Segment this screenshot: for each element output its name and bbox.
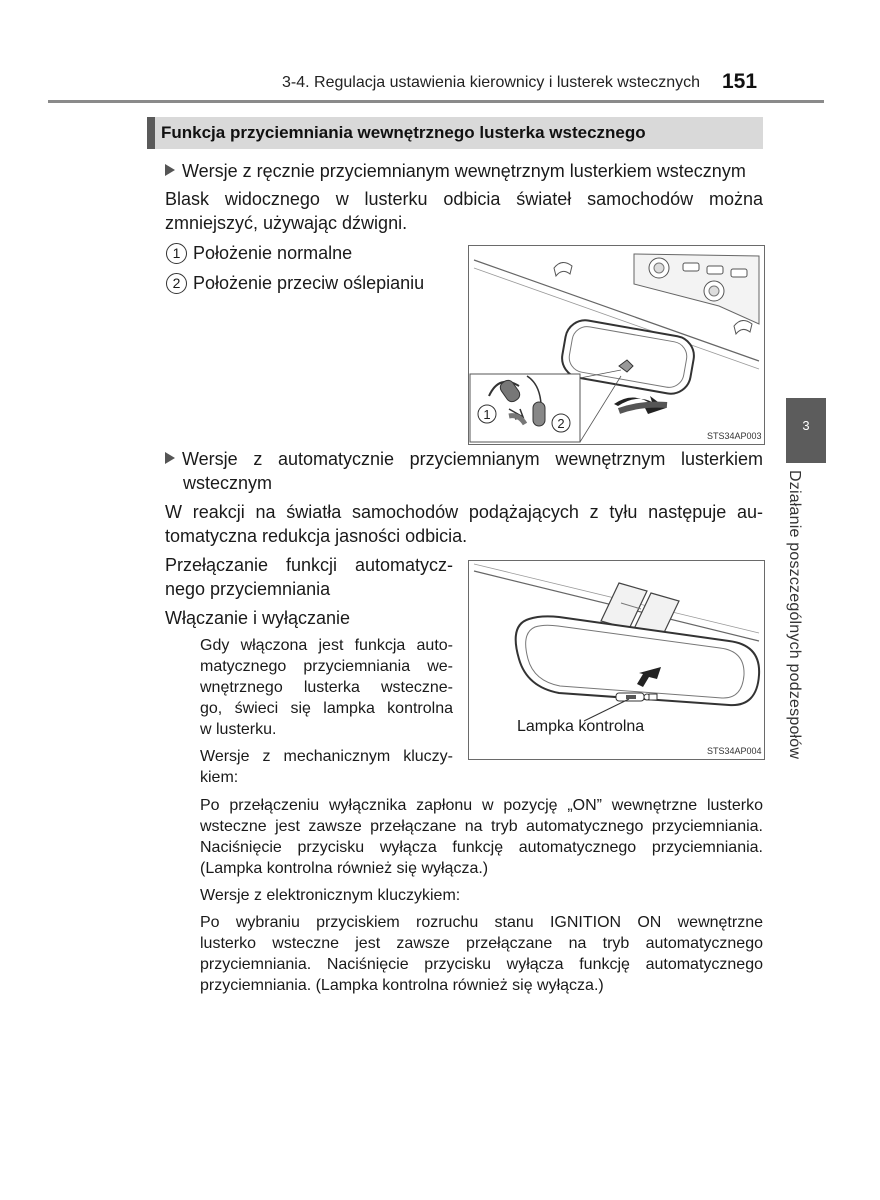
svg-text:2: 2 (557, 416, 565, 431)
onoff-title: Włączanie i wyłączanie (165, 608, 351, 628)
elec-line3: przyciemniania. Naciśnięcie przycisku wyłącza funkcję automatycznego (200, 956, 763, 973)
onoff-line5: w lusterku. (200, 721, 277, 738)
mech-line3: Naciśnięcie przycisku wyłącza funkcję automatycznego przyciemniania. (200, 839, 763, 856)
section-title-marker (147, 117, 155, 149)
auto-intro-line1: W reakcji na światła samochodów podążających z tyłu następuje au- (165, 502, 763, 522)
manual-mirror-illustration (469, 246, 764, 444)
auto-heading-text: Wersje z automatycznie przyciemnianym wewnętrznym lusterkiem (182, 449, 763, 469)
onoff-line1: Gdy włączona jest funkcja auto- (200, 637, 453, 654)
switch-title-line2: nego przyciemniania (165, 579, 331, 599)
elec-title: Wersje z elektronicznym kluczykiem: (200, 887, 461, 904)
manual-intro-line1: Blask widocznego w lusterku odbicia świateł samochodów można (165, 189, 763, 209)
auto-intro-line2: tomatyczna redukcja jasności odbicia. (165, 526, 468, 546)
triangle-bullet-icon (165, 452, 175, 464)
auto-heading-line2: wstecznym (183, 473, 273, 493)
circled-number-1: 1 (166, 243, 187, 264)
onoff-line2: matycznego przyciemniania we- (200, 658, 453, 675)
auto-heading-line1 (165, 447, 763, 471)
chapter-label: Działanie poszczególnych podzespołów (786, 470, 803, 760)
indicator-lamp-label: Lampka kontrolna (517, 718, 645, 735)
manual-intro-line2: zmniejszyć, używając dźwigni. (165, 213, 408, 233)
section-title-text: Funkcja przyciemniania wewnętrznego lusterka wstecznego (161, 123, 646, 142)
elec-line4: przyciemniania. (Lampka kontrolna również się wyłącza.) (200, 977, 604, 994)
figure-code-2: STS34AP004 (707, 746, 762, 756)
header-rule (48, 100, 824, 103)
running-header: 3-4. Regulacja ustawienia kierownicy i lusterek wstecznych (282, 74, 700, 91)
page-number: 151 (722, 70, 758, 93)
onoff-line3: wnętrznego lusterka wsteczne- (200, 679, 453, 696)
elec-line1: Po wybraniu przyciskiem rozruchu stanu IGNITION ON wewnętrzne (200, 914, 763, 931)
triangle-bullet-icon (165, 164, 175, 176)
svg-text:1: 1 (483, 407, 491, 422)
list-item-normal (166, 241, 352, 265)
mech-title-line1: Wersje z mechanicznym kluczy- (200, 748, 453, 765)
figure-code-1: STS34AP003 (707, 431, 762, 441)
switch-title-line1: Przełączanie funkcji automatycz- (165, 555, 453, 575)
figure-manual-mirror (468, 245, 765, 445)
manual-heading (165, 159, 746, 183)
list-item-antiglare (166, 271, 424, 295)
figure-auto-mirror (468, 560, 765, 760)
chapter-number: 3 (802, 418, 810, 433)
item-normal-text: Położenie normalne (193, 243, 353, 263)
mech-line4: (Lampka kontrolna również się wyłącza.) (200, 860, 489, 877)
item-antiglare-text: Położenie przeciw oślepianiu (193, 273, 425, 293)
mech-line2: wsteczne jest zawsze przełączane na tryb automatycznego przyciemniania. (200, 818, 763, 835)
mech-title-line2: kiem: (200, 769, 239, 786)
onoff-line4: go, świeci się lampka kontrolna (200, 700, 453, 717)
elec-line2: lusterko wsteczne jest zawsze przełączane na tryb automatycznego (200, 935, 763, 952)
circled-number-2: 2 (166, 273, 187, 294)
manual-heading-text: Wersje z ręcznie przyciemnianym wewnętrznym lusterkiem wstecznym (182, 161, 746, 181)
section-title (147, 117, 763, 149)
mech-line1: Po przełączeniu wyłącznika zapłonu w pozycję „ON” wewnętrzne lusterko (200, 797, 763, 814)
